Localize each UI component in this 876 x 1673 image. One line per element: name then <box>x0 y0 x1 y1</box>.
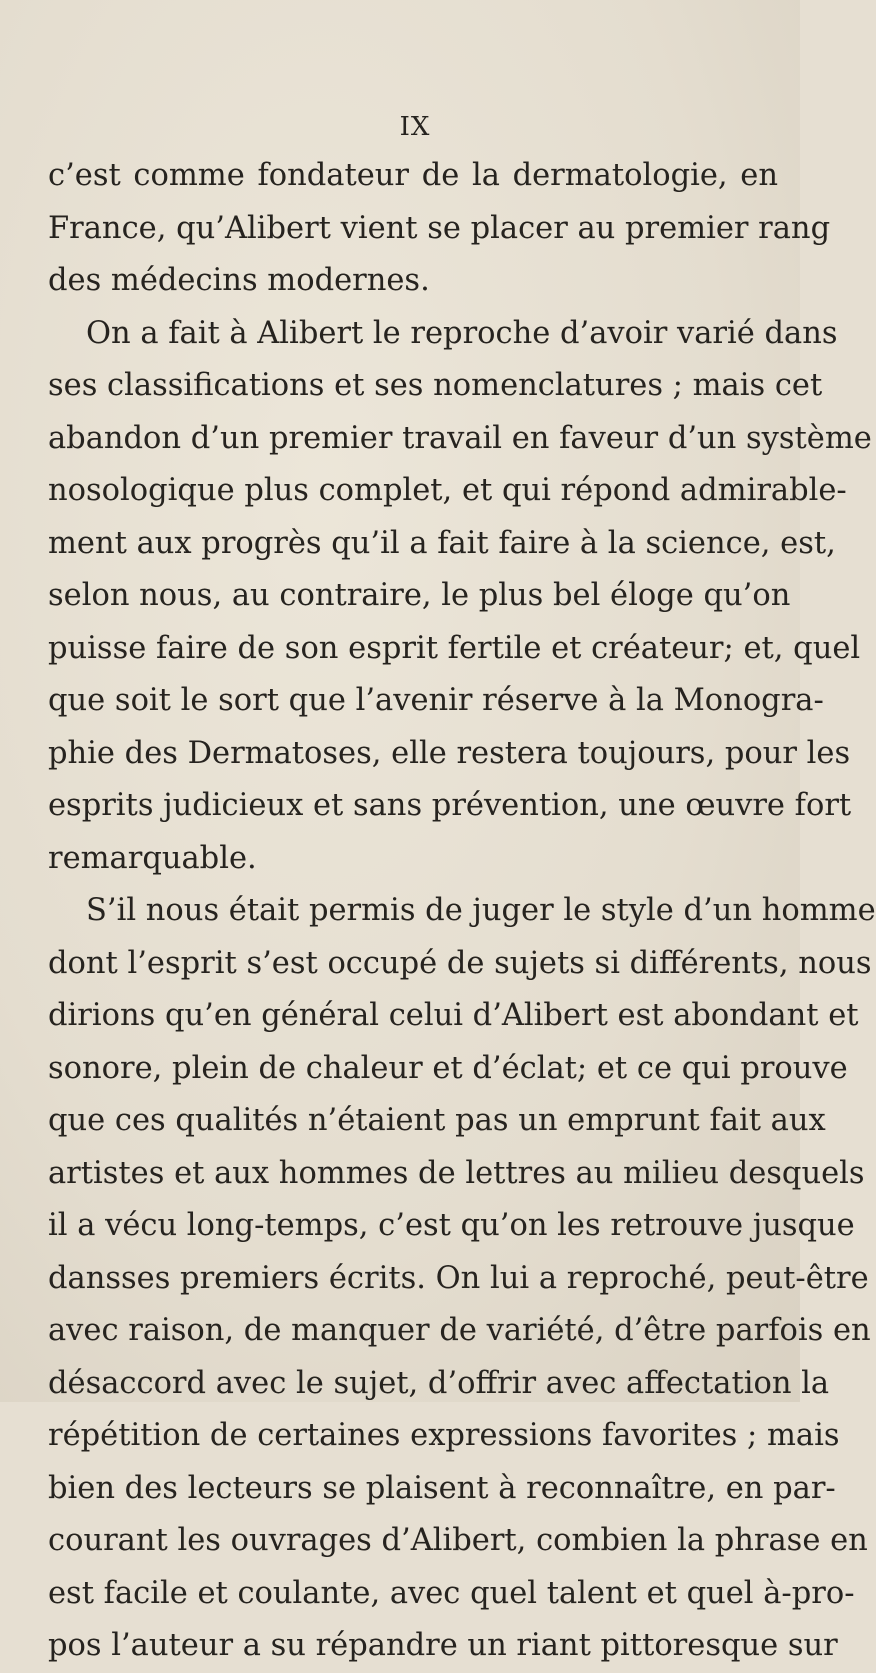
text-line: dirions qu’en général celui d’Alibert est abondant et <box>48 998 859 1033</box>
text-line: dansses premiers écrits. On lui a reproché, peut-être <box>48 1260 869 1296</box>
text-line: selon nous, au contraire, le plus bel éloge qu’on <box>48 578 791 613</box>
text-line: courant les ouvrages d’Alibert, combien la phrase en <box>48 1523 868 1558</box>
text-line: que soit le sort que l’avenir réserve à la Monogra- <box>48 683 824 718</box>
text-line: artistes et aux hommes de lettres au milieu desquels <box>48 1155 865 1191</box>
text-line: abandon d’un premier travail en faveur d’un système <box>48 420 872 456</box>
text-line: ses classifications et ses nomenclatures ; mais cet <box>48 368 823 403</box>
text-line: nosologique plus complet, et qui répond admirable- <box>48 473 847 508</box>
text-line: est facile et coulante, avec quel talent et quel à-pro- <box>48 1575 855 1611</box>
text-line: avec raison, de manquer de variété, d’être parfois en <box>48 1313 871 1348</box>
text-line: ment aux progrès qu’il a fait faire à la science, est, <box>48 525 836 561</box>
text-line: répétition de certaines expressions favorites ; mais <box>48 1418 840 1453</box>
text-line: désaccord avec le sujet, d’offrir avec affectation la <box>48 1365 830 1401</box>
text-line: France, qu’Alibert vient se placer au premier rang <box>48 210 831 246</box>
text-line: On a fait à Alibert le reproche d’avoir varié dans <box>86 315 838 351</box>
text-line: phie des Dermatoses, elle restera toujours, pour les <box>48 735 851 771</box>
page-number: IX <box>399 112 431 142</box>
text-line: remarquable. <box>48 840 257 876</box>
text-line: puisse faire de son esprit fertile et créateur; et, quel <box>48 630 861 666</box>
body-text <box>48 150 876 1673</box>
text-line: bien des lecteurs se plaisent à reconnaître, en par- <box>48 1470 836 1506</box>
text-line: S’il nous était permis de juger le style d’un homme <box>86 893 876 928</box>
text-line: que ces qualités n’étaient pas un emprunt fait aux <box>48 1103 826 1138</box>
text-line: des médecins modernes. <box>48 263 430 298</box>
text-line: esprits judicieux et sans prévention, une œuvre fort <box>48 788 852 823</box>
text-line: sonore, plein de chaleur et d’éclat; et ce qui prouve <box>48 1050 848 1086</box>
text-line: c’est comme fondateur de la dermatologie, en <box>48 158 778 193</box>
text-line: il a vécu long-temps, c’est qu’on les retrouve jusque <box>48 1208 855 1243</box>
text-line: pos l’auteur a su répandre un riant pittoresque sur <box>48 1628 838 1663</box>
text-line: dont l’esprit s’est occupé de sujets si différents, nous <box>48 945 872 981</box>
